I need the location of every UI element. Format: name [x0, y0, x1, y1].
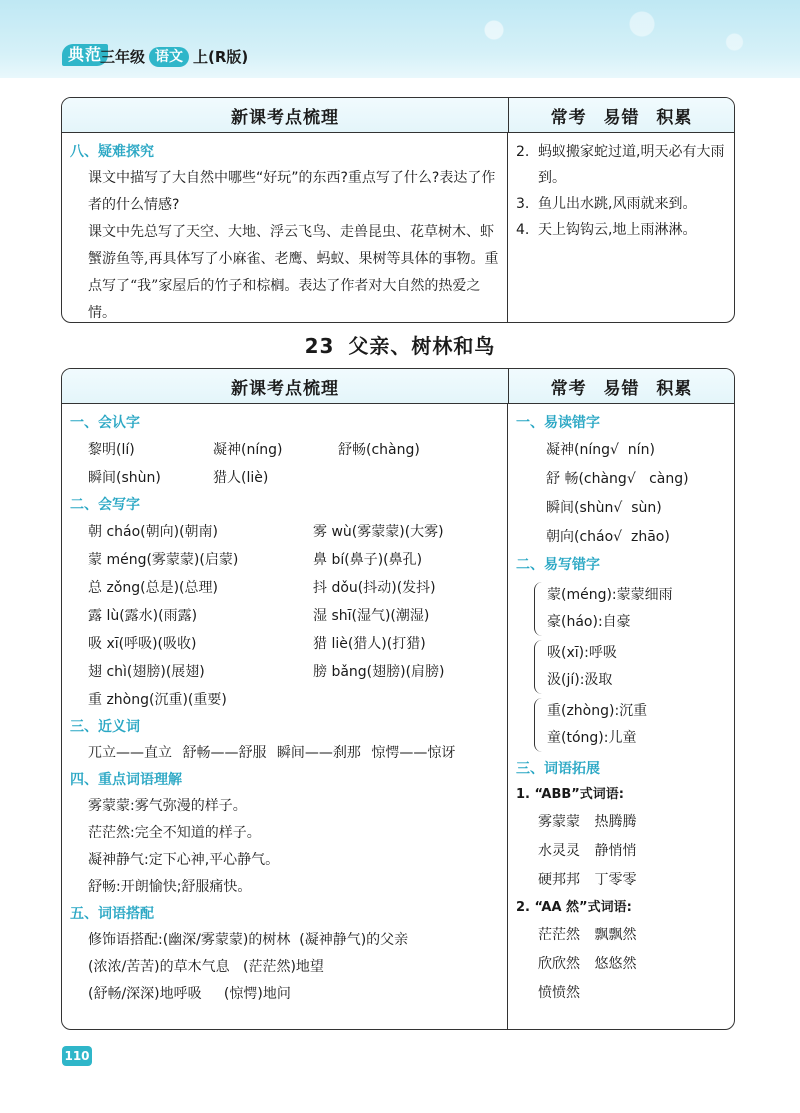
miswrite-item: 重(zhòng):沉重 [547, 703, 648, 719]
write-item: 重 zhòng(沉重)(重要) [88, 692, 227, 708]
subject-pill: 语文 [149, 47, 189, 67]
miswrite-group [534, 582, 726, 636]
write-item: 猎 liè(猎人)(打猎) [313, 636, 426, 652]
difficult-question: 课文中描写了大自然中哪些“好玩”的东西?重点写了什么?表达了作者的什么情感? [88, 170, 496, 213]
proverb-item: 4. 天上钩钩云,地上雨淋淋。 [516, 222, 697, 238]
edition-label: 上(R版) [193, 48, 249, 66]
main-panel-left-column [62, 404, 508, 1030]
proverb-item: 3. 鱼儿出水跳,风雨就来到。 [516, 196, 697, 212]
miswrite-item: 汲(jí):汲取 [547, 672, 613, 688]
section-title-misread: 一、易读错字 [516, 415, 600, 431]
recognize-word: 黎明(lí) [88, 442, 135, 458]
main-panel-header [62, 369, 734, 404]
top-panel-header [62, 98, 734, 133]
write-item: 翅 chì(翅膀)(展翅) [88, 664, 205, 680]
section-title-expansion: 三、词语拓展 [516, 761, 600, 777]
misread-item: 瞬间(shùn√ sùn) [546, 500, 662, 516]
section-title-collocation: 五、词语搭配 [70, 906, 154, 922]
miswrite-item: 童(tóng):儿童 [547, 730, 637, 746]
abb-row: 雾蒙蒙 热腾腾 [538, 814, 637, 830]
top-panel-right-column [508, 133, 734, 323]
key-word-item: 凝神静气:定下心神,平心静气。 [88, 852, 280, 868]
key-word-item: 雾蒙蒙:雾气弥漫的样子。 [88, 798, 247, 814]
write-item: 露 lù(露水)(雨露) [88, 608, 198, 624]
brace-icon [534, 582, 543, 636]
write-item: 抖 dǒu(抖动)(发抖) [313, 580, 436, 596]
difficult-answer: 课文中先总写了天空、大地、浮云飞鸟、走兽昆虫、花草树木、虾蟹游鱼等,再具体写了小麻雀、老鹰、蚂蚁、果树等具体的事物。重点写了“我”家屋后的竹子和棕榈。表达了作者对大自然的热爱之情。 [88, 224, 499, 321]
write-item: 蒙 méng(雾蒙蒙)(启蒙) [88, 552, 239, 568]
top-panel-left-heading: 新课考点梳理 [62, 98, 509, 132]
recognize-word: 瞬间(shùn) [88, 470, 161, 486]
recognize-row [70, 436, 499, 464]
section-title-write: 二、会写字 [70, 497, 140, 513]
main-panel-right-heading: 常考 易错 积累 [550, 378, 693, 399]
header-decoration [420, 6, 790, 66]
grade-label: 三年级 [100, 48, 146, 66]
collocation-item: (浓浓/苦苦)的草木气息 (茫茫然)地望 [88, 959, 324, 975]
write-item: 湿 shī(湿气)(潮湿) [313, 608, 430, 624]
collocation-item: (舒畅/深深)地呼吸 (惊愕)地问 [88, 986, 291, 1002]
main-panel-left-heading: 新课考点梳理 [62, 369, 509, 403]
misread-item: 凝神(níng√ nín) [546, 442, 655, 458]
miswrite-group [534, 640, 726, 694]
write-item: 朝 cháo(朝向)(朝南) [88, 524, 219, 540]
top-panel-left-column [62, 133, 508, 323]
main-panel [61, 368, 735, 1030]
main-panel-right-column [508, 404, 734, 1030]
write-item: 鼻 bí(鼻子)(鼻孔) [313, 552, 423, 568]
aa-ran-heading: 2. “AA 然”式词语: [516, 900, 632, 915]
book-title [100, 46, 248, 67]
brace-icon [534, 640, 543, 694]
misread-item: 舒 畅(chàng√ càng) [546, 471, 689, 487]
miswrite-group [534, 698, 726, 752]
recognize-word: 猎人(liè) [213, 470, 269, 486]
section-title-synonyms: 三、近义词 [70, 719, 140, 735]
section-title-miswrite: 二、易写错字 [516, 557, 600, 573]
write-item: 总 zǒng(总是)(总理) [88, 580, 218, 596]
chapter-name: 父亲、树林和鸟 [348, 334, 496, 358]
top-panel-right-heading: 常考 易错 积累 [550, 107, 693, 128]
chapter-number: 23 [304, 334, 335, 358]
miswrite-item: 吸(xī):呼吸 [547, 645, 617, 661]
section-title-recognize: 一、会认字 [70, 415, 140, 431]
chapter-title [0, 330, 800, 359]
write-grid [70, 518, 499, 714]
aa-ran-row: 欣欣然 悠悠然 [538, 956, 637, 972]
synonyms-line: 兀立——直立 舒畅——舒服 瞬间——刹那 惊愕——惊讶 [88, 745, 456, 761]
misread-item: 朝向(cháo√ zhāo) [546, 529, 670, 545]
key-word-item: 茫茫然:完全不知道的样子。 [88, 825, 261, 841]
top-panel [61, 97, 735, 323]
write-item: 雾 wù(雾蒙蒙)(大雾) [313, 524, 444, 540]
aa-ran-row: 愤愤然 [538, 985, 580, 1001]
section-title-difficult: 八、疑难探究 [70, 144, 154, 160]
write-item-empty [313, 686, 499, 714]
miswrite-item: 蒙(méng):蒙蒙细雨 [547, 587, 673, 603]
aa-ran-row: 茫茫然 飘飘然 [538, 927, 637, 943]
miswrite-item: 豪(háo):自豪 [547, 614, 631, 630]
book-logo: 典范 [62, 44, 108, 66]
brace-icon [534, 698, 543, 752]
recognize-row [70, 464, 499, 492]
key-word-item: 舒畅:开朗愉快;舒服痛快。 [88, 879, 252, 895]
proverb-item: 2. 蚂蚁搬家蛇过道,明天必有大雨到。 [516, 144, 725, 186]
write-item: 膀 bǎng(翅膀)(肩膀) [313, 664, 445, 680]
collocation-item: 修饰语搭配:(幽深/雾蒙蒙)的树林 (凝神静气)的父亲 [88, 932, 409, 948]
abb-row: 水灵灵 静悄悄 [538, 843, 637, 859]
recognize-word: 舒畅(chàng) [338, 442, 420, 458]
section-title-key-words: 四、重点词语理解 [70, 772, 182, 788]
abb-row: 硬邦邦 丁零零 [538, 872, 637, 888]
page-number: 110 [62, 1046, 92, 1066]
recognize-word: 凝神(níng) [213, 442, 283, 458]
abb-heading: 1. “ABB”式词语: [516, 787, 624, 802]
write-item: 吸 xī(呼吸)(吸收) [88, 636, 197, 652]
